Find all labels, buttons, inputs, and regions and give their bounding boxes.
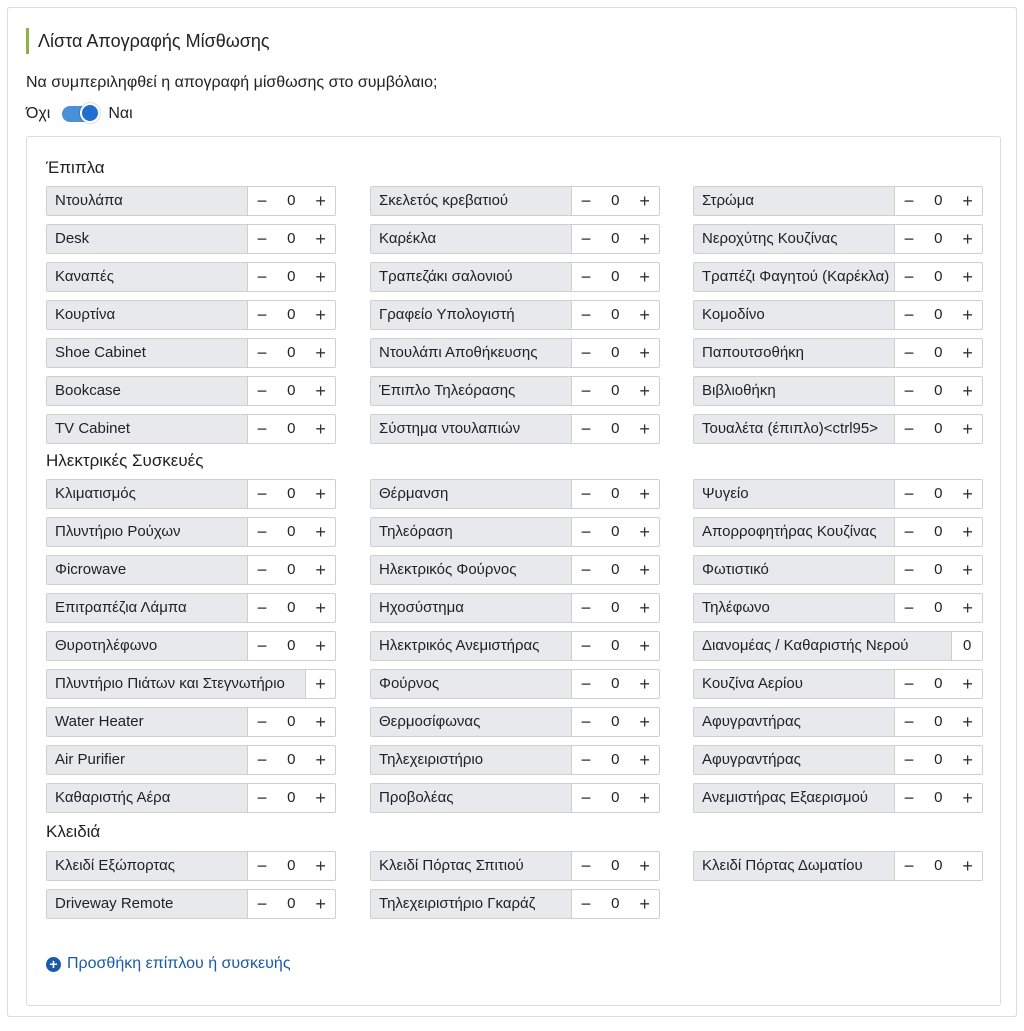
quantity-value[interactable]: 0: [934, 599, 943, 616]
increment-button[interactable]: +: [639, 894, 650, 914]
quantity-value[interactable]: 0: [611, 789, 620, 806]
stepper-label: Επιτραπέζια Λάμπα: [47, 594, 248, 622]
increment-button[interactable]: +: [315, 267, 326, 287]
add-item-label: Προσθήκη επίπλου ή συσκευής: [67, 955, 291, 972]
increment-button[interactable]: +: [639, 419, 650, 439]
decrement-button[interactable]: −: [256, 788, 268, 808]
stepper-label: Στρώμα: [694, 187, 895, 215]
quantity-value[interactable]: 0: [287, 230, 296, 247]
inventory-stepper: [370, 262, 660, 292]
stepper-label: Σύστημα ντουλαπιών: [371, 415, 572, 443]
increment-button[interactable]: +: [639, 712, 650, 732]
stepper-label: Φicrowave: [47, 556, 248, 584]
stepper-label: Κλιματισμός: [47, 480, 248, 508]
inventory-stepper: [46, 338, 336, 368]
increment-button[interactable]: +: [962, 750, 973, 770]
increment-button[interactable]: +: [315, 712, 326, 732]
stepper-label: Θυροτηλέφωνο: [47, 632, 248, 660]
stepper-label: Ντουλάπι Αποθήκευσης: [371, 339, 572, 367]
inventory-stepper: [693, 745, 983, 775]
quantity-value[interactable]: 0: [934, 751, 943, 768]
inventory-stepper: [370, 669, 660, 699]
decrement-button[interactable]: −: [256, 419, 268, 439]
inventory-stepper: [693, 517, 983, 547]
quantity-value[interactable]: 0: [934, 857, 943, 874]
section-title: Ηλεκτρικές Συσκευές: [46, 451, 204, 470]
stepper-label: TV Cabinet: [47, 415, 248, 443]
increment-button[interactable]: +: [315, 522, 326, 542]
stepper-label: Νεροχύτης Κουζίνας: [694, 225, 895, 253]
stepper-label: Αφυγραντήρας: [694, 708, 895, 736]
stepper-label: Κλειδί Πόρτας Σπιτιού: [371, 852, 572, 880]
include-inventory-toggle-row: [26, 102, 133, 126]
quantity-value[interactable]: 0: [611, 268, 620, 285]
inventory-stepper: [370, 479, 660, 509]
stepper-label: Γραφείο Υπολογιστή: [371, 301, 572, 329]
stepper-label: Τηλέφωνο: [694, 594, 895, 622]
increment-button[interactable]: +: [315, 305, 326, 325]
decrement-button[interactable]: −: [256, 598, 268, 618]
stepper-label: Φωτιστικό: [694, 556, 895, 584]
stepper-label: Παπουτσοθήκη: [694, 339, 895, 367]
inventory-stepper: [693, 593, 983, 623]
increment-button[interactable]: +: [639, 305, 650, 325]
increment-button[interactable]: +: [962, 343, 973, 363]
stepper-label: Shoe Cabinet: [47, 339, 248, 367]
quantity-value[interactable]: 0: [611, 306, 620, 323]
stepper-label: Water Heater: [47, 708, 248, 736]
decrement-button[interactable]: −: [580, 894, 592, 914]
inventory-stepper: [693, 262, 983, 292]
quantity-value[interactable]: 0: [934, 344, 943, 361]
quantity-value[interactable]: 0: [611, 382, 620, 399]
increment-button[interactable]: +: [315, 636, 326, 656]
decrement-button[interactable]: −: [580, 674, 592, 694]
decrement-button[interactable]: −: [580, 750, 592, 770]
inventory-stepper: [46, 669, 336, 699]
decrement-button[interactable]: −: [903, 305, 915, 325]
inventory-stepper: [46, 479, 336, 509]
decrement-button[interactable]: −: [256, 750, 268, 770]
decrement-button[interactable]: −: [256, 560, 268, 580]
decrement-button[interactable]: −: [903, 381, 915, 401]
inventory-stepper: [370, 414, 660, 444]
add-item-link[interactable]: [46, 955, 291, 973]
inventory-stepper: [46, 414, 336, 444]
decrement-button[interactable]: −: [903, 598, 915, 618]
increment-button[interactable]: +: [315, 560, 326, 580]
stepper-label: Τηλεόραση: [371, 518, 572, 546]
quantity-value[interactable]: 0: [934, 268, 943, 285]
increment-button[interactable]: +: [962, 674, 973, 694]
stepper-label: Κουρτίνα: [47, 301, 248, 329]
decrement-button[interactable]: −: [256, 229, 268, 249]
inventory-stepper: [693, 376, 983, 406]
quantity-value[interactable]: 0: [287, 713, 296, 730]
stepper-label: Ανεμιστήρας Εξαερισμού: [694, 784, 895, 812]
decrement-button[interactable]: −: [580, 560, 592, 580]
toggle-knob: [80, 103, 100, 123]
increment-button[interactable]: +: [639, 750, 650, 770]
inventory-stepper: [46, 300, 336, 330]
inventory-stepper: [370, 517, 660, 547]
increment-button[interactable]: +: [962, 381, 973, 401]
increment-button[interactable]: +: [639, 560, 650, 580]
decrement-button[interactable]: −: [580, 229, 592, 249]
stepper-label: Πλυντήριο Πιάτων και Στεγνωτήριο: [47, 670, 306, 698]
quantity-value[interactable]: 0: [934, 675, 943, 692]
quantity-value[interactable]: 0: [287, 268, 296, 285]
stepper-label: Βιβλιοθήκη: [694, 377, 895, 405]
decrement-button[interactable]: −: [903, 419, 915, 439]
increment-button[interactable]: +: [639, 522, 650, 542]
decrement-button[interactable]: −: [903, 674, 915, 694]
decrement-button[interactable]: −: [580, 381, 592, 401]
increment-button[interactable]: +: [962, 598, 973, 618]
increment-button[interactable]: +: [962, 560, 973, 580]
inventory-stepper: [46, 376, 336, 406]
inventory-stepper: [370, 707, 660, 737]
inventory-stepper: [46, 593, 336, 623]
increment-button[interactable]: +: [315, 191, 326, 211]
section-title: Έπιπλα: [46, 158, 105, 177]
inventory-stepper: [693, 631, 983, 661]
decrement-button[interactable]: −: [580, 856, 592, 876]
decrement-button[interactable]: −: [580, 598, 592, 618]
increment-button[interactable]: +: [639, 381, 650, 401]
quantity-value[interactable]: 0: [287, 789, 296, 806]
decrement-button[interactable]: −: [903, 267, 915, 287]
inventory-stepper: [370, 555, 660, 585]
decrement-button[interactable]: −: [903, 484, 915, 504]
decrement-button[interactable]: −: [580, 267, 592, 287]
decrement-button[interactable]: −: [580, 636, 592, 656]
stepper-label: Καναπές: [47, 263, 248, 291]
inventory-stepper: [46, 851, 336, 881]
decrement-button[interactable]: −: [903, 712, 915, 732]
stepper-label: Φούρνος: [371, 670, 572, 698]
quantity-value[interactable]: 0: [611, 561, 620, 578]
inventory-stepper: [693, 224, 983, 254]
section-title: Κλειδιά: [46, 822, 101, 841]
decrement-button[interactable]: −: [580, 712, 592, 732]
increment-button[interactable]: +: [639, 598, 650, 618]
increment-button[interactable]: +: [315, 229, 326, 249]
inventory-stepper: [693, 338, 983, 368]
increment-button[interactable]: +: [315, 484, 326, 504]
inventory-stepper: [693, 707, 983, 737]
quantity-value[interactable]: 0: [611, 637, 620, 654]
inventory-stepper: [46, 889, 336, 919]
inventory-stepper: [46, 262, 336, 292]
inventory-stepper: [46, 224, 336, 254]
increment-button[interactable]: +: [315, 343, 326, 363]
inventory-stepper: [693, 851, 983, 881]
decrement-button[interactable]: −: [903, 788, 915, 808]
decrement-button[interactable]: −: [580, 343, 592, 363]
increment-button[interactable]: +: [639, 484, 650, 504]
increment-button[interactable]: +: [639, 674, 650, 694]
stepper-label: Κλειδί Εξώπορτας: [47, 852, 248, 880]
stepper-label: Ηλεκτρικός Φούρνος: [371, 556, 572, 584]
stepper-label: Ντουλάπα: [47, 187, 248, 215]
inventory-stepper: [693, 669, 983, 699]
increment-button[interactable]: +: [639, 788, 650, 808]
increment-button[interactable]: +: [315, 856, 326, 876]
stepper-label: Απορροφητήρας Κουζίνας: [694, 518, 895, 546]
quantity-value[interactable]: 0: [611, 751, 620, 768]
decrement-button[interactable]: −: [580, 305, 592, 325]
quantity-value[interactable]: 0: [934, 382, 943, 399]
inventory-stepper: [693, 414, 983, 444]
increment-button[interactable]: +: [315, 750, 326, 770]
increment-button[interactable]: +: [962, 191, 973, 211]
increment-button[interactable]: +: [962, 788, 973, 808]
inventory-stepper: [46, 707, 336, 737]
stepper-label: Τηλεχειριστήριο: [371, 746, 572, 774]
quantity-value[interactable]: 0: [611, 523, 620, 540]
page-title: Λίστα Απογραφής Μίσθωσης: [26, 28, 270, 54]
stepper-label: Καθαριστής Αέρα: [47, 784, 248, 812]
quantity-value[interactable]: 0: [611, 895, 620, 912]
decrement-button[interactable]: −: [903, 750, 915, 770]
inventory-stepper: [46, 555, 336, 585]
decrement-button[interactable]: −: [256, 381, 268, 401]
inventory-panel: [26, 136, 1001, 1006]
stepper-label: Τηλεχειριστήριο Γκαράζ: [371, 890, 572, 918]
quantity-value[interactable]: 0: [934, 523, 943, 540]
inventory-stepper: [370, 851, 660, 881]
plus-circle-icon: +: [46, 957, 61, 972]
stepper-label: Driveway Remote: [47, 890, 248, 918]
increment-button[interactable]: +: [639, 229, 650, 249]
increment-button[interactable]: +: [315, 419, 326, 439]
inventory-stepper: [370, 186, 660, 216]
inventory-stepper: [46, 186, 336, 216]
inventory-stepper: [693, 186, 983, 216]
quantity-value[interactable]: 0: [934, 561, 943, 578]
increment-button[interactable]: +: [639, 343, 650, 363]
increment-button[interactable]: +: [962, 484, 973, 504]
decrement-button[interactable]: −: [580, 522, 592, 542]
quantity-value[interactable]: 0: [287, 857, 296, 874]
increment-button[interactable]: +: [639, 856, 650, 876]
decrement-button[interactable]: −: [580, 484, 592, 504]
include-inventory-question: Να συμπεριληφθεί η απογραφή μίσθωσης στο συμβόλαιο;: [26, 74, 438, 91]
stepper-label: Πλυντήριο Ρούχων: [47, 518, 248, 546]
decrement-button[interactable]: −: [256, 522, 268, 542]
stepper-label: Τουαλέτα (έπιπλο)<ctrl95>: [694, 415, 895, 443]
inventory-stepper: [370, 593, 660, 623]
quantity-value[interactable]: 0: [287, 485, 296, 502]
decrement-button[interactable]: −: [580, 788, 592, 808]
increment-button[interactable]: +: [315, 381, 326, 401]
decrement-button[interactable]: −: [256, 305, 268, 325]
decrement-button[interactable]: −: [903, 560, 915, 580]
stepper-label: Desk: [47, 225, 248, 253]
increment-button[interactable]: +: [962, 856, 973, 876]
quantity-value[interactable]: 0: [611, 857, 620, 874]
toggle-off-label: Όχι: [26, 105, 51, 122]
inventory-stepper: [46, 517, 336, 547]
inventory-stepper: [370, 783, 660, 813]
decrement-button[interactable]: −: [256, 267, 268, 287]
quantity-value[interactable]: 0: [934, 420, 943, 437]
quantity-value[interactable]: 0: [611, 192, 620, 209]
inventory-stepper: [370, 889, 660, 919]
quantity-value[interactable]: 0: [287, 192, 296, 209]
quantity-value[interactable]: 0: [962, 637, 972, 654]
stepper-label: Ηλεκτρικός Ανεμιστήρας: [371, 632, 572, 660]
inventory-stepper: [46, 631, 336, 661]
increment-button[interactable]: +: [962, 522, 973, 542]
quantity-value[interactable]: 0: [934, 306, 943, 323]
stepper-label: Ηχοσύστημα: [371, 594, 572, 622]
decrement-button[interactable]: −: [903, 191, 915, 211]
stepper-label: Θερμοσίφωνας: [371, 708, 572, 736]
quantity-value[interactable]: 0: [611, 713, 620, 730]
decrement-button[interactable]: −: [256, 636, 268, 656]
decrement-button[interactable]: −: [256, 343, 268, 363]
inventory-stepper: [370, 376, 660, 406]
quantity-value[interactable]: 0: [934, 230, 943, 247]
quantity-value[interactable]: 0: [934, 485, 943, 502]
decrement-button[interactable]: −: [256, 484, 268, 504]
decrement-button[interactable]: −: [256, 712, 268, 732]
stepper-label: Αφυγραντήρας: [694, 746, 895, 774]
stepper-label: Ψυγείο: [694, 480, 895, 508]
inventory-stepper: [46, 745, 336, 775]
inventory-stepper: [693, 555, 983, 585]
inventory-stepper: [370, 631, 660, 661]
increment-button[interactable]: +: [639, 636, 650, 656]
toggle-on-label: Ναι: [108, 105, 133, 122]
decrement-button[interactable]: −: [903, 229, 915, 249]
stepper-label: Θέρμανση: [371, 480, 572, 508]
quantity-value[interactable]: 0: [934, 789, 943, 806]
increment-button[interactable]: +: [315, 894, 326, 914]
inventory-stepper: [693, 479, 983, 509]
decrement-button[interactable]: −: [903, 522, 915, 542]
stepper-label: Τραπέζι Φαγητού (Καρέκλα): [694, 263, 895, 291]
inventory-stepper: [46, 783, 336, 813]
quantity-value[interactable]: 0: [611, 344, 620, 361]
stepper-label: Bookcase: [47, 377, 248, 405]
decrement-button[interactable]: −: [903, 343, 915, 363]
decrement-button[interactable]: −: [256, 856, 268, 876]
quantity-value[interactable]: 0: [934, 192, 943, 209]
quantity-value[interactable]: 0: [287, 382, 296, 399]
include-inventory-toggle[interactable]: [62, 106, 98, 122]
stepper-label: Καρέκλα: [371, 225, 572, 253]
quantity-value[interactable]: 0: [287, 751, 296, 768]
quantity-value[interactable]: 0: [287, 523, 296, 540]
decrement-button[interactable]: −: [580, 191, 592, 211]
inventory-page: [7, 7, 1017, 1017]
quantity-value[interactable]: 0: [287, 306, 296, 323]
decrement-button[interactable]: −: [256, 191, 268, 211]
quantity-value[interactable]: 0: [287, 637, 296, 654]
increment-button[interactable]: +: [315, 788, 326, 808]
quantity-value[interactable]: 0: [611, 420, 620, 437]
stepper-label: Κομοδίνο: [694, 301, 895, 329]
inventory-stepper: [370, 300, 660, 330]
stepper-label: Air Purifier: [47, 746, 248, 774]
increment-button[interactable]: +: [315, 674, 326, 694]
quantity-value[interactable]: 0: [287, 561, 296, 578]
decrement-button[interactable]: −: [256, 894, 268, 914]
quantity-value[interactable]: 0: [287, 344, 296, 361]
quantity-value[interactable]: 0: [287, 895, 296, 912]
stepper-label: Σκελετός κρεβατιού: [371, 187, 572, 215]
quantity-value[interactable]: 0: [934, 713, 943, 730]
increment-button[interactable]: +: [962, 712, 973, 732]
quantity-value[interactable]: 0: [611, 230, 620, 247]
stepper-label: Τραπεζάκι σαλονιού: [371, 263, 572, 291]
stepper-label: Κλειδί Πόρτας Δωματίου: [694, 852, 895, 880]
increment-button[interactable]: +: [962, 267, 973, 287]
inventory-stepper: [370, 745, 660, 775]
increment-button[interactable]: +: [639, 267, 650, 287]
inventory-stepper: [693, 300, 983, 330]
inventory-stepper: [370, 338, 660, 368]
stepper-label: Κουζίνα Αερίου: [694, 670, 895, 698]
inventory-stepper: [370, 224, 660, 254]
quantity-value[interactable]: 0: [287, 599, 296, 616]
increment-button[interactable]: +: [639, 191, 650, 211]
stepper-label: Προβολέας: [371, 784, 572, 812]
decrement-button[interactable]: −: [903, 856, 915, 876]
increment-button[interactable]: +: [962, 419, 973, 439]
stepper-label: Έπιπλο Τηλεόρασης: [371, 377, 572, 405]
quantity-value[interactable]: 0: [287, 420, 296, 437]
stepper-label: Διανομέας / Καθαριστής Νερού: [694, 632, 952, 660]
inventory-stepper: [693, 783, 983, 813]
quantity-value[interactable]: 0: [611, 599, 620, 616]
quantity-value[interactable]: 0: [611, 485, 620, 502]
quantity-value[interactable]: 0: [611, 675, 620, 692]
increment-button[interactable]: +: [315, 598, 326, 618]
increment-button[interactable]: +: [962, 305, 973, 325]
decrement-button[interactable]: −: [580, 419, 592, 439]
increment-button[interactable]: +: [962, 229, 973, 249]
